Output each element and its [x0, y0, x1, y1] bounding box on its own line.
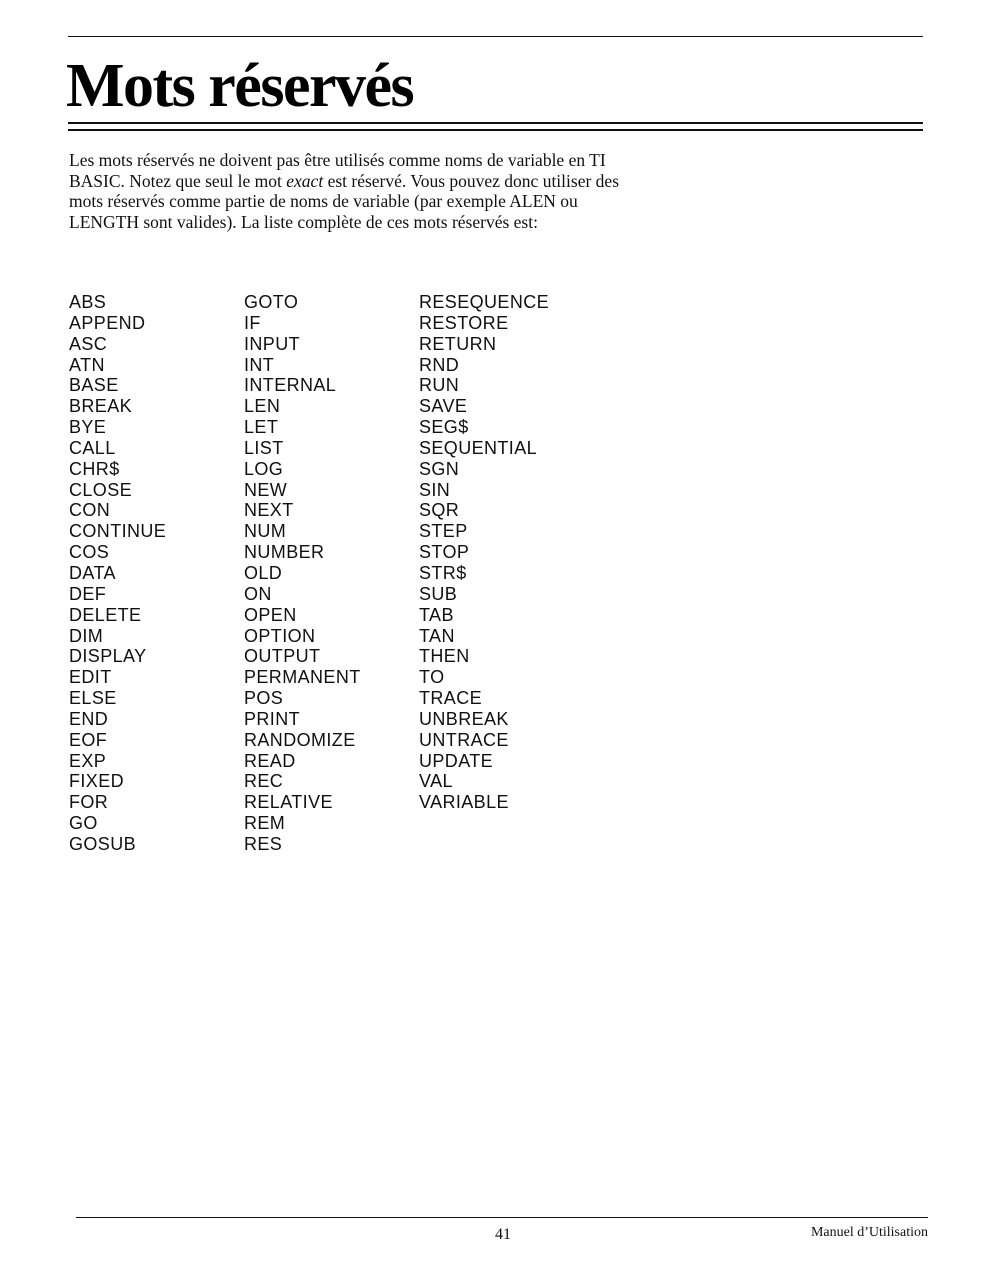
reserved-word: RETURN	[419, 333, 497, 354]
reserved-word: UNBREAK	[419, 708, 509, 729]
reserved-word: LIST	[244, 437, 284, 458]
reserved-word: PRINT	[244, 708, 300, 729]
reserved-word: DISPLAY	[69, 646, 147, 667]
reserved-word: BYE	[69, 417, 107, 438]
intro-paragraph	[69, 150, 629, 232]
reserved-word: POS	[244, 688, 284, 709]
footer-rule	[76, 1217, 928, 1218]
intro-text-end: est réservé. Vous pouvez donc utiliser des mots réservés comme partie de noms de variable (par exemple ALEN ou LENGTH sont valides). La liste complète de ces mots réservés est:	[69, 170, 620, 232]
reserved-word: UNTRACE	[419, 729, 509, 750]
reserved-word: ON	[244, 583, 272, 604]
reserved-words-column-1	[69, 292, 166, 855]
reserved-word: DEF	[69, 583, 107, 604]
reserved-word: RES	[244, 833, 283, 854]
reserved-word: BASE	[69, 375, 119, 396]
reserved-word: GOTO	[244, 292, 299, 312]
reserved-word: RELATIVE	[244, 792, 333, 813]
title-double-rule	[68, 122, 923, 131]
reserved-word: DELETE	[69, 604, 142, 625]
reserved-word: TAB	[419, 604, 454, 625]
reserved-word: SAVE	[419, 396, 468, 417]
reserved-word: REM	[244, 813, 286, 834]
reserved-word: CHR$	[69, 458, 120, 479]
top-rule	[68, 36, 923, 37]
reserved-word: COS	[69, 542, 110, 563]
reserved-word: INPUT	[244, 333, 300, 354]
reserved-word: OUTPUT	[244, 646, 321, 667]
reserved-word: STEP	[419, 521, 468, 542]
reserved-word: NUMBER	[244, 542, 325, 563]
reserved-word: NUM	[244, 521, 287, 542]
reserved-word: EOF	[69, 729, 108, 750]
reserved-word: THEN	[419, 646, 470, 667]
reserved-word: FIXED	[69, 771, 125, 792]
reserved-word: RESTORE	[419, 312, 509, 333]
reserved-word: ASC	[69, 333, 108, 354]
reserved-word: OPEN	[244, 604, 297, 625]
reserved-word: SUB	[419, 583, 458, 604]
reserved-word: BREAK	[69, 396, 133, 417]
reserved-word: ABS	[69, 292, 107, 312]
reserved-word: RND	[419, 354, 460, 375]
intro-text-start: Les mots réservés ne doivent pas être utilisés comme noms de variable en TI BASIC. Notez que seul le mot	[69, 150, 606, 191]
reserved-word: FOR	[69, 792, 109, 813]
reserved-word: END	[69, 708, 109, 729]
reserved-word: READ	[244, 750, 296, 771]
reserved-word: IF	[244, 312, 261, 333]
reserved-word: RUN	[419, 375, 460, 396]
reserved-word: OPTION	[244, 625, 316, 646]
reserved-word: ELSE	[69, 688, 117, 709]
reserved-word: UPDATE	[419, 750, 494, 771]
reserved-word: LET	[244, 417, 279, 438]
reserved-word: STR$	[419, 562, 467, 583]
reserved-word: GOSUB	[69, 833, 137, 854]
reserved-word: INT	[244, 354, 275, 375]
reserved-word: RESEQUENCE	[419, 292, 550, 312]
reserved-word: TAN	[419, 625, 455, 646]
reserved-words-column-2	[244, 292, 361, 855]
reserved-word: VARIABLE	[419, 792, 509, 813]
reserved-word: DATA	[69, 562, 116, 583]
reserved-word: EXP	[69, 750, 107, 771]
reserved-word: NEW	[244, 479, 288, 500]
reserved-word: SQR	[419, 500, 460, 521]
reserved-word: GO	[69, 813, 98, 834]
page-number: 41	[495, 1226, 511, 1243]
reserved-word: STOP	[419, 542, 470, 563]
reserved-word: VAL	[419, 771, 453, 792]
reserved-word: SEQUENTIAL	[419, 437, 538, 458]
reserved-word: SIN	[419, 479, 451, 500]
reserved-word: LEN	[244, 396, 281, 417]
reserved-word: DIM	[69, 625, 104, 646]
reserved-word: CALL	[69, 437, 116, 458]
reserved-word: NEXT	[244, 500, 294, 521]
reserved-word: REC	[244, 771, 284, 792]
reserved-word: OLD	[244, 562, 283, 583]
reserved-word: EDIT	[69, 667, 112, 688]
page-title: Mots réservés	[66, 52, 414, 120]
reserved-word: CON	[69, 500, 111, 521]
reserved-word: TRACE	[419, 688, 483, 709]
reserved-word: ATN	[69, 354, 105, 375]
reserved-word: SEG$	[419, 417, 469, 438]
reserved-word: CONTINUE	[69, 521, 167, 542]
reserved-words-column-3	[419, 292, 549, 813]
reserved-word: LOG	[244, 458, 284, 479]
footer-manual-title: Manuel d’Utilisation	[810, 1225, 928, 1240]
reserved-word: INTERNAL	[244, 375, 337, 396]
reserved-word: TO	[419, 667, 445, 688]
reserved-word: SGN	[419, 458, 460, 479]
reserved-word: RANDOMIZE	[244, 729, 356, 750]
reserved-word: PERMANENT	[244, 667, 361, 688]
intro-emphasis: exact	[286, 170, 324, 191]
reserved-word: CLOSE	[69, 479, 133, 500]
reserved-word: APPEND	[69, 312, 146, 333]
